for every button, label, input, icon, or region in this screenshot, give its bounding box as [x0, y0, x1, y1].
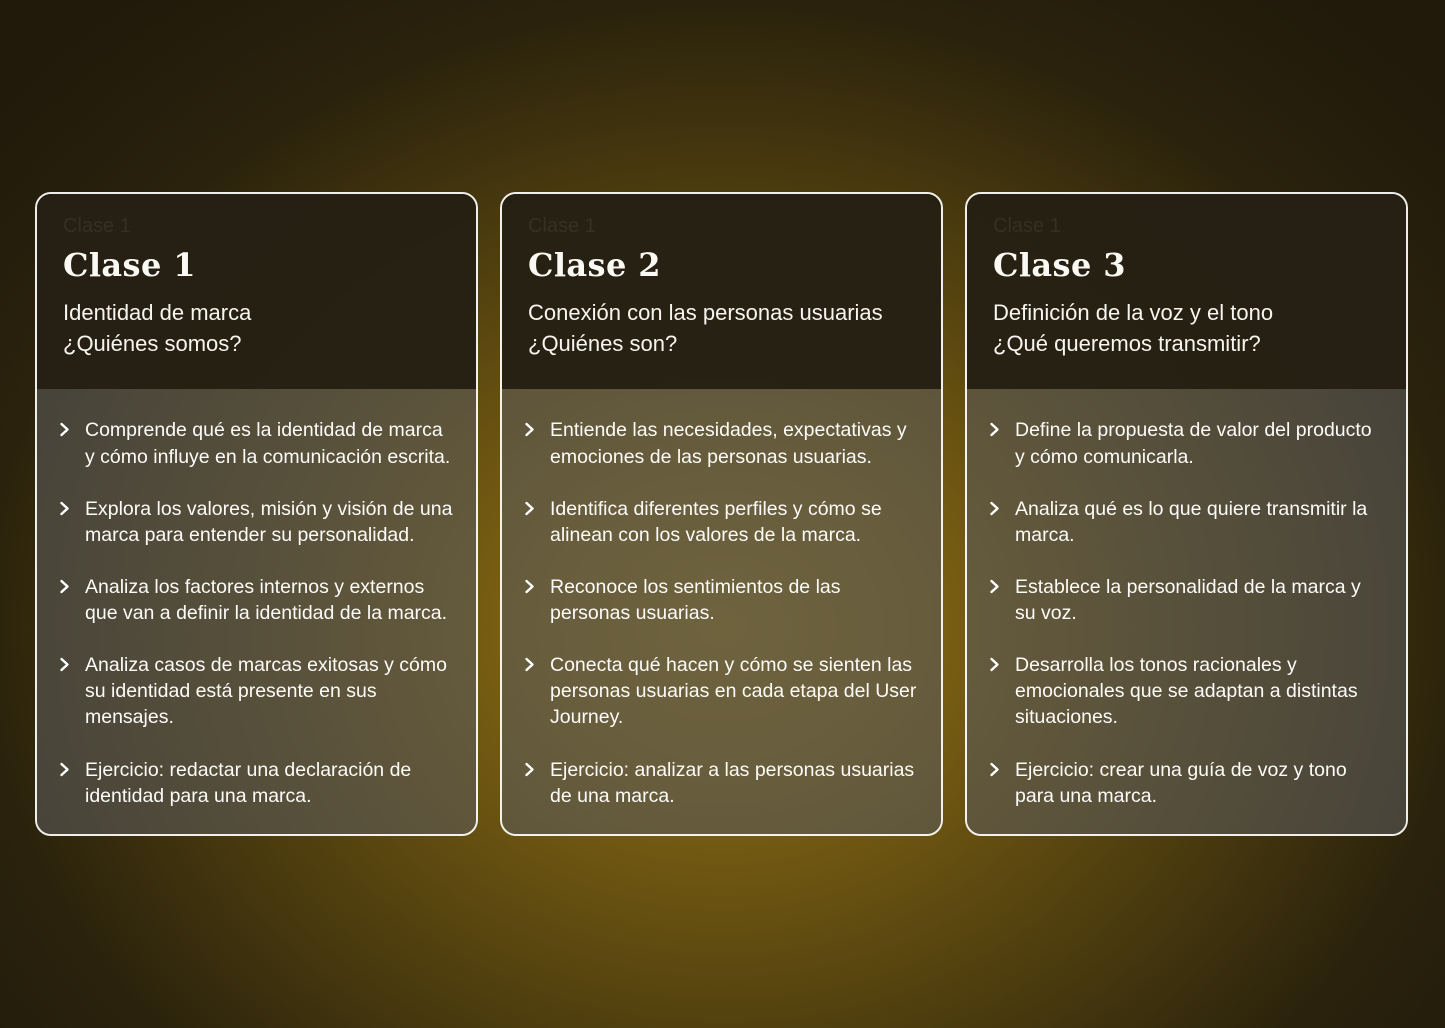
chevron-right-icon [522, 657, 537, 672]
bullet-list [57, 417, 454, 808]
bullet-text: Conecta qué hacen y cómo se sienten las personas usuarias en cada etapa del User Journey. [550, 654, 917, 729]
bullet-text: Ejercicio: crear una guía de voz y tono para una marca. [1015, 758, 1347, 807]
card-subtitle [528, 297, 915, 359]
card-clase-1 [35, 192, 478, 836]
chevron-right-icon [57, 579, 72, 594]
card-header [37, 194, 476, 389]
list-item [522, 757, 919, 809]
chevron-right-icon [57, 422, 72, 437]
list-item [57, 757, 454, 809]
card-body [37, 389, 476, 834]
chevron-right-icon [522, 762, 537, 777]
bullet-text: Ejercicio: redactar una declaración de identidad para una marca. [85, 758, 412, 807]
bullet-list [522, 417, 919, 808]
chevron-right-icon [987, 579, 1002, 594]
list-item [57, 417, 454, 469]
card-subtitle-line1: Conexión con las personas usuarias [528, 300, 883, 325]
card-subtitle [63, 297, 450, 359]
chevron-right-icon [987, 501, 1002, 516]
bullet-list [987, 417, 1384, 808]
card-clase-2 [500, 192, 943, 836]
list-item [987, 757, 1384, 809]
bullet-text: Define la propuesta de valor del producto y cómo comunicarla. [1015, 419, 1372, 468]
bullet-text: Analiza qué es lo que quiere transmitir la marca. [1015, 497, 1368, 546]
bullet-text: Analiza casos de marcas exitosas y cómo su identidad está presente en sus mensajes. [85, 654, 447, 729]
bullet-text: Identifica diferentes perfiles y cómo se alinean con los valores de la marca. [550, 497, 882, 546]
list-item [987, 417, 1384, 469]
list-item [987, 574, 1384, 626]
chevron-right-icon [987, 422, 1002, 437]
card-subtitle-line2: ¿Quiénes son? [528, 331, 678, 357]
chevron-right-icon [57, 657, 72, 672]
card-body [967, 389, 1406, 834]
bullet-text: Entiende las necesidades, expectativas y emociones de las personas usuarias. [550, 419, 907, 468]
card-subtitle-line1: Definición de la voz y el tono [993, 300, 1274, 325]
card-subtitle-line1: Identidad de marca [63, 300, 252, 325]
list-item [987, 652, 1384, 730]
list-item [522, 496, 919, 548]
card-ghost-label: Clase 1 [528, 215, 596, 237]
chevron-right-icon [522, 501, 537, 516]
chevron-right-icon [522, 579, 537, 594]
bullet-text: Analiza los factores internos y externos que van a definir la identidad de la marca. [85, 575, 448, 625]
list-item [522, 652, 919, 730]
cards-container [35, 192, 1408, 836]
chevron-right-icon [522, 422, 537, 437]
card-header [967, 194, 1406, 389]
list-item [522, 417, 919, 469]
bullet-text: Establece la personalidad de la marca y su voz. [1015, 575, 1361, 625]
card-title: Clase 1 [63, 246, 196, 284]
bullet-text: Comprende qué es la identidad de marca y cómo influye en la comunicación escrita. [85, 419, 451, 468]
card-header [502, 194, 941, 389]
chevron-right-icon [987, 657, 1002, 672]
card-ghost-label: Clase 1 [993, 215, 1061, 237]
bullet-text: Reconoce los sentimientos de las personas usuarias. [550, 575, 841, 625]
list-item [987, 496, 1384, 548]
bullet-text: Explora los valores, misión y visión de una marca para entender su personalidad. [85, 497, 453, 546]
card-ghost-label: Clase 1 [63, 215, 131, 237]
list-item [57, 574, 454, 626]
list-item [57, 652, 454, 730]
card-body [502, 389, 941, 834]
bullet-text: Desarrolla los tonos racionales y emocionales que se adaptan a distintas situaciones. [1015, 654, 1358, 729]
chevron-right-icon [57, 501, 72, 516]
card-clase-3 [965, 192, 1408, 836]
card-title: Clase 3 [993, 246, 1126, 284]
list-item [57, 496, 454, 548]
chevron-right-icon [987, 762, 1002, 777]
card-subtitle-line2: ¿Qué queremos transmitir? [993, 331, 1261, 357]
bullet-text: Ejercicio: analizar a las personas usuarias de una marca. [550, 758, 915, 807]
chevron-right-icon [57, 762, 72, 777]
card-subtitle [993, 297, 1380, 359]
list-item [522, 574, 919, 626]
card-title: Clase 2 [528, 246, 661, 284]
card-subtitle-line2: ¿Quiénes somos? [63, 331, 242, 357]
